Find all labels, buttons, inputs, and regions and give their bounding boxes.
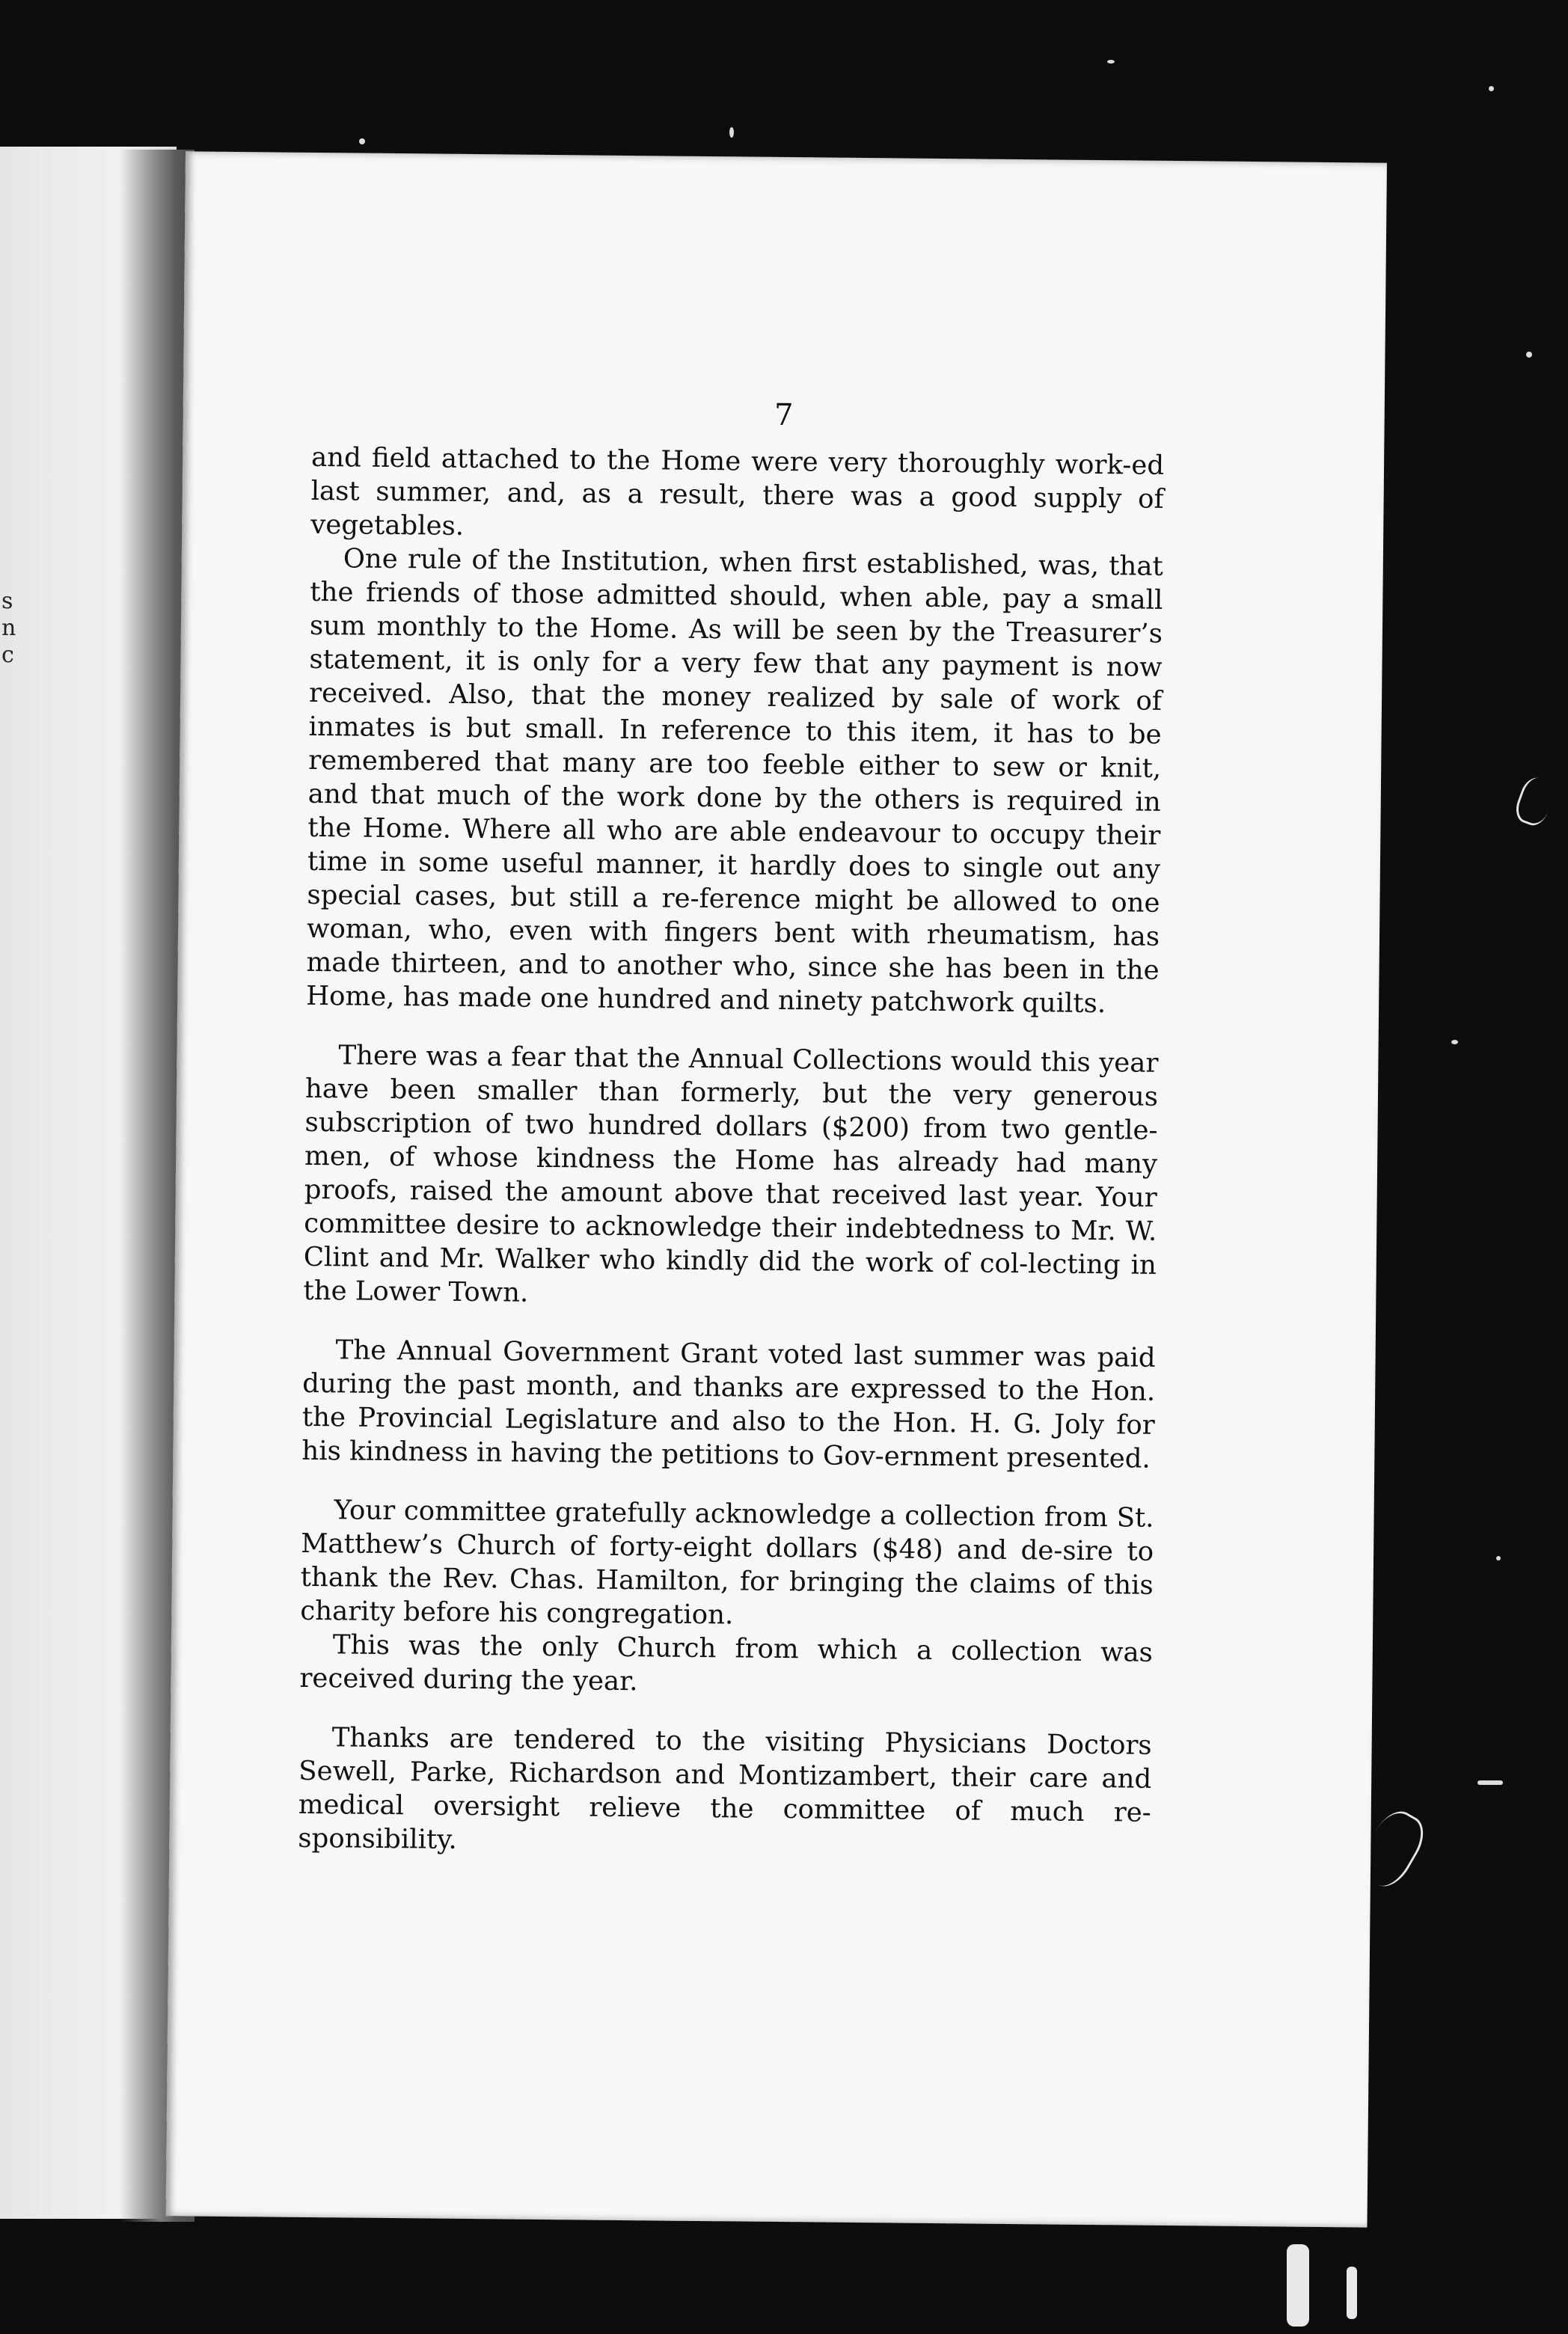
scratch-mark xyxy=(1512,774,1558,830)
paragraph-physicians: Thanks are tendered to the visiting Physicians Doctors Sewell, Parke, Richardson and Montizambert, their care and medical oversight relieve the committee of much re-sponsibility. xyxy=(298,1722,1152,1855)
document-page xyxy=(166,151,1387,2227)
paragraph-government-grant: The Annual Government Grant voted last summer was paid during the past month, and thanks are expressed to the Hon. the Provincial Legislature and also to the Hon. H. G. Joly for his kindness in having the petitions to Gov-ernment presented. xyxy=(301,1335,1156,1474)
dust-speck xyxy=(359,138,365,144)
dust-speck xyxy=(1287,2244,1309,2327)
dust-speck xyxy=(1451,1040,1458,1044)
body-text xyxy=(298,441,1164,1863)
dust-speck xyxy=(1526,352,1532,358)
page-number: 7 xyxy=(774,397,794,433)
left-page-edge-characters: s n c xyxy=(1,588,16,668)
paragraph-church-collection: Your committee gratefully acknowledge a collection from St. Matthew’s Church of forty-eight dollars ($48) and de-sire to thank the Rev. Chas. Hamilton, for bringing the claims of this charity before his congregation. xyxy=(300,1495,1154,1631)
dust-speck xyxy=(1477,1780,1503,1785)
paragraph-annual-collections: There was a fear that the Annual Collections would this year have been smaller than formerly, but the very generous subscription of two hundred dollars ($200) from two gentle-men, of whose kindness the Home has already had many proofs, raised the amount above that received last year. Your committee desire to acknowledge their indebtedness to Mr. W. Clint and Mr. Walker who kindly did the work of col-lecting in the Lower Town. xyxy=(303,1040,1159,1308)
paragraph-institution-rule: One rule of the Institution, when first established, was, that the friends of those admitted should, when able, pay a small sum monthly to the Home. As will be seen by the Treasurer’s statement, it is only for a very few that any payment is now received. Also, that the money realized by sale of work of inmates is but small. In reference to this item, it has to be remembered that many are too feeble either to sew or knit, and that much of the work done by the others is required in the Home. Where all who are able endeavour to occupy their time in some useful manner, it hardly does to single out any special cases, but still a re-ference might be allowed to one woman, who, even with fingers bent with rheumatism, has made thirteen, and to another who, since she has been in the Home, has made one hundred and ninety patchwork quilts. xyxy=(306,543,1163,1020)
dust-speck xyxy=(1496,1556,1501,1560)
paragraph-only-church: This was the only Church from which a collection was received during the year. xyxy=(299,1629,1154,1697)
paragraph-garden-produce: and field attached to the Home were very thoroughly work-ed last summer, and, as a result, there was a good supply of vegetables. xyxy=(310,441,1165,542)
dust-speck xyxy=(1347,2267,1357,2319)
dust-speck xyxy=(1489,86,1494,91)
dust-speck xyxy=(729,127,734,138)
dust-speck xyxy=(1107,60,1115,64)
